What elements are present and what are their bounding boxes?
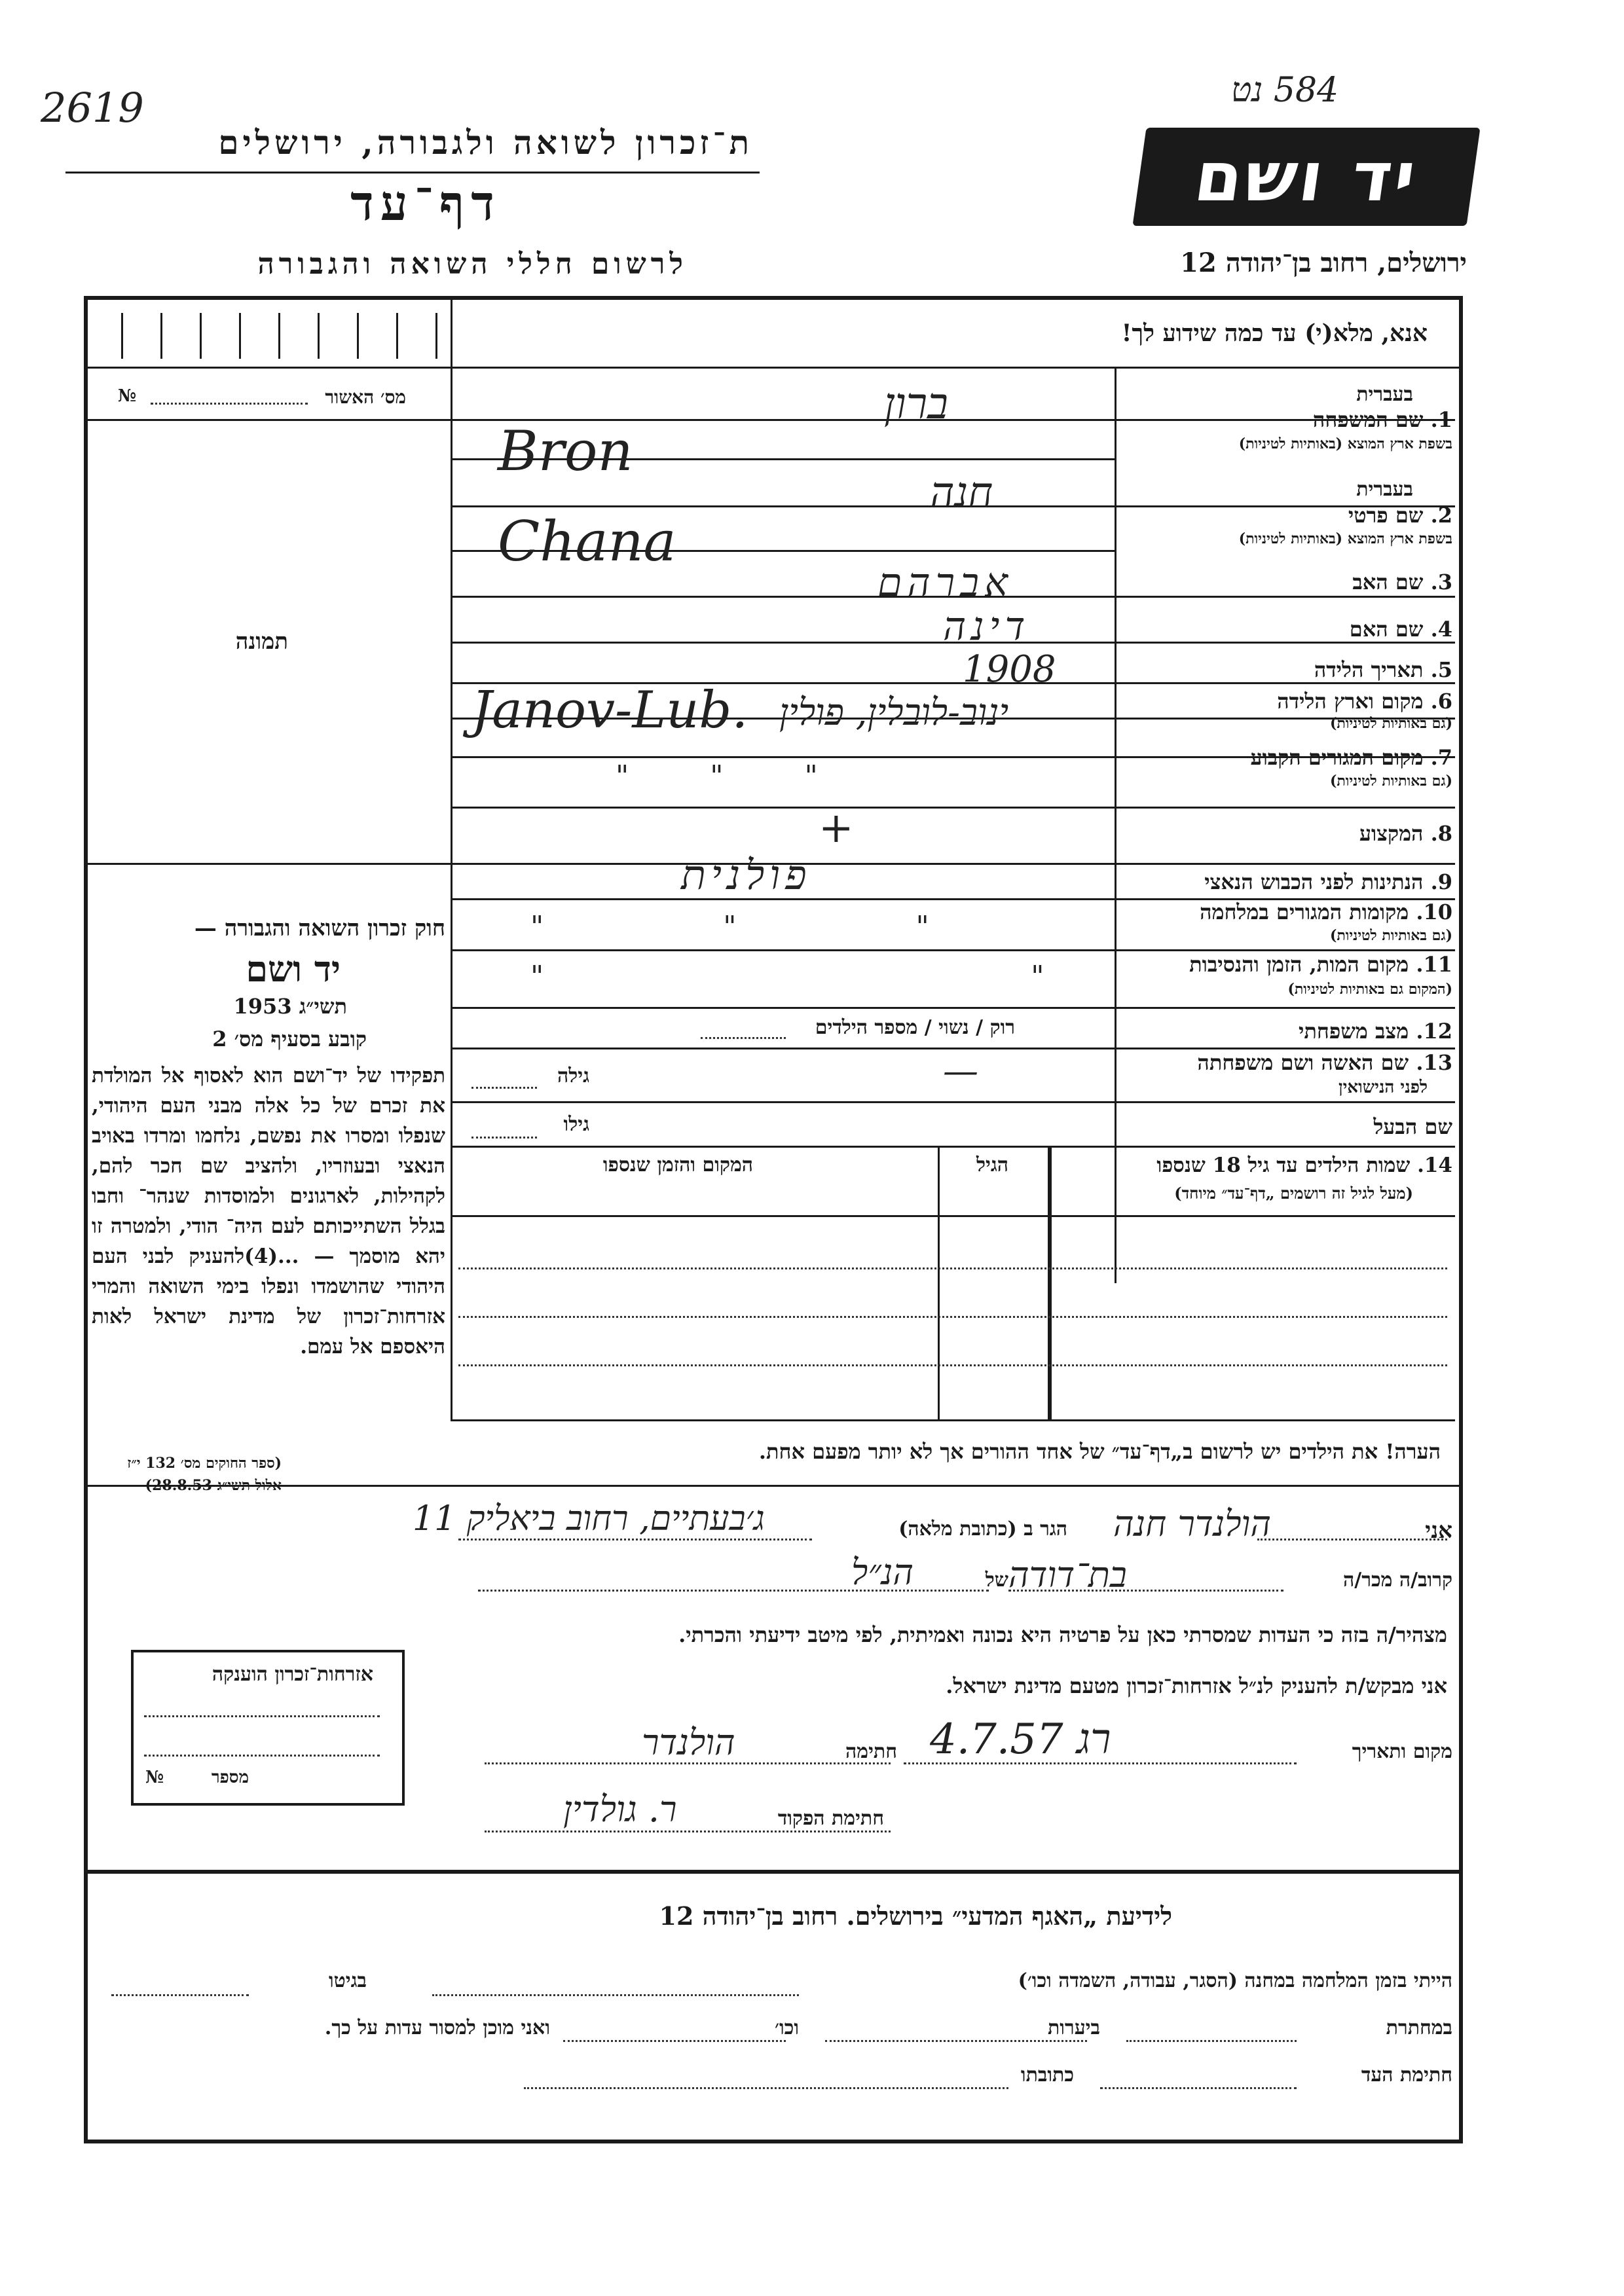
field-2-hebrew-tag: בעברית [1356,478,1413,501]
children-note: (מעל לגיל זה רושמים „דף־עד״ מיוחד) [1174,1184,1413,1203]
field-1-label: 1. שם המשפחה [1312,407,1452,432]
decl-statement-1: מצהיר/ה בזה כי העדות שמסרתי כאן על פרטיה היא נכונה ואמיתית, לפי מיטב ידיעתי והכרתי. [678,1622,1447,1647]
field-2-value: חנה [930,469,993,517]
field-7-label: 7. מקום המגורים הקבוע [1250,745,1452,770]
bottom-line1-b: בגיטו [328,1969,367,1992]
field-10-label: 10. מקומות המגורים במלחמה [1200,900,1452,924]
law-line1: חוק זכרון השואה והגבורה — [194,915,445,941]
law-body: תפקידו של יד־ושם הוא לאסוף אל המולדת את זכרם של כל אלה מבני העם היהודי, שנפלו ומסרו את נפשם, נלחמו ומרדו באויב הנאצי ובעוזריו, ולהציב שם חכר להם, לקהילות, לארגונים ולמוסדות שנהר־ וחבו בגלל השתייכותם לעם היה־ הודי, ולמטרה זו יהא מוסמך — ...(4)להעניק לבני העם היהודי שהושמדו ונפלו בימי השואה והמרי אזרחות־זכרון של מדינת ישראל לאות היאספם אל עמם. [92,1064,445,1358]
field-2-latin-note: בשפת ארץ המוצא (באותיות לטיניות) [1238,530,1452,547]
field-3-label: 3. שם האב [1352,570,1452,594]
institution-name: ת־זכרון לשואה ולגבורה, ירושלים [218,123,753,162]
decl-address-label: הגר ב (כתובת מלאה) [898,1518,1067,1540]
field-13-note: לפני הנישואין [1338,1078,1428,1097]
law-line4: קובע בסעיף מס׳ 2 [212,1027,367,1051]
decl-official-label: חתימת הפקוד [777,1807,884,1830]
law-citation: (ספר החוקים מס׳ 132 י״ז אלול תשי״ג 28.8.53) [127,1455,282,1494]
field-10-note: (גם באותיות לטיניות) [1329,927,1452,944]
field-5-label: 5. תאריך הלידה [1314,657,1452,682]
field-6-latin-value: Janov-Lub. [471,681,748,740]
decl-ani: אני [1425,1518,1452,1544]
decl-address-value: ג׳בעתיים, רחוב ביאליק 11 [413,1499,765,1539]
decl-of-label: של [985,1569,1008,1592]
field-husband-extra: גילו [563,1113,589,1136]
bottom-line1-a: הייתי בזמן המלחמה במחנה (הסגר, עבודה, השמדה וכו׳) [1018,1969,1452,1992]
field-7-note: (גם באותיות לטיניות) [1329,773,1452,790]
field-12-value: רוק / נשוי / מספר הילדים [815,1016,1015,1039]
field-1-hebrew-tag: בעברית [1356,383,1413,406]
form-intro: אנא, מלא(י) עד כמה שידוע לך! [1121,319,1428,347]
field-13-extra: גילה [557,1065,589,1087]
bottom-line2-c: וכו׳ [775,2016,799,2039]
field-7-value: " " " [616,759,818,793]
field-4-value: דינה [943,604,1031,649]
form-purpose: לרשום חללי השואה והגבורה [257,247,688,281]
decl-signature-label: חתימה [845,1740,897,1763]
field-8-label: 8. המקצוע [1359,821,1452,846]
citizenship-box-no: № [145,1768,164,1787]
field-5-value: 1908 [963,648,1056,691]
bottom-line2-b: ביערות [1047,2016,1100,2039]
approval-number-no: № [118,386,137,406]
field-4-label: 4. שם האם [1349,617,1452,642]
logo-lettering: יד ושם [1189,137,1424,217]
photo-label: תמונה [235,629,288,655]
field-6-label: 6. מקום וארץ הלידה [1277,689,1452,714]
form-title: דף־עד [350,175,501,232]
decl-relation-label: קרוב/ה מכר/ה [1343,1569,1452,1592]
form-address: ירושלים, רחוב בן־יהודה 12 [1180,247,1467,278]
field-9-label: 9. הנתינות לפני הכבוש הנאצי [1204,869,1452,894]
children-label: 14. שמות הילדים עד גיל 18 שנספו [1156,1154,1452,1177]
field-11-value: " " [530,960,1044,993]
law-line2: יד ושם [246,948,341,990]
citizenship-box-number: מספר [211,1768,249,1787]
decl-ani-value: הולנדר חנה [1113,1503,1271,1544]
decl-place-date-value: רג 4.7.57 [930,1715,1111,1764]
field-8-value: + [819,804,854,852]
decl-relation-value: בת־דודה [1008,1554,1127,1595]
decl-official-value: ר. גולדין [563,1789,677,1830]
children-col-place: המקום והזמן שנספו [602,1154,753,1176]
field-13-label: 13. שם האשה ושם משפחתה [1197,1050,1452,1075]
field-1-latin-value: Bron [498,419,633,483]
remark: הערה! את הילדים יש לרשום ב„דף־עד״ של אחד ההורים אך לא יותר מפעם אחת. [758,1439,1441,1464]
field-1-latin-note: בשפת ארץ המוצא (באותיות לטיניות) [1238,435,1452,452]
citizenship-box-title: אזרחות־זכרון הוענקה [212,1663,373,1686]
field-6-note: (גם באותיות לטיניות) [1329,715,1452,732]
decl-place-date-label: מקום ותאריך [1352,1740,1452,1763]
yad-vashem-logo [1132,128,1480,226]
decl-signature-value: הולנדר [642,1722,735,1763]
field-13-value: — [943,1050,978,1091]
bottom-line2-d: ואני מוכן למסור עדות על כך. [324,2016,550,2039]
field-6-value: ינוב-לובלין, פולין [779,691,1009,734]
bottom-title: לידיעת „האגף המדעי״ בירושלים. רחוב בן־יהודה 12 [659,1901,1172,1931]
bottom-line2-a: במחתרת [1386,2016,1452,2039]
bottom-line3-b: כתובתו [1020,2064,1074,2086]
field-3-value: אברהם [877,560,1013,606]
children-col-age: הגיל [976,1154,1008,1176]
field-11-label: 11. מקום המות, הזמן והנסיבות [1189,952,1452,977]
field-2-latin-value: Chana [498,509,676,574]
corner-number: 2619 [41,84,144,132]
decl-statement-2: אני מבקש/ת להעניק לנ״ל אזרחות־זכרון מטעם מדינת ישראל. [946,1673,1447,1698]
field-9-value: פולנית [681,851,812,899]
field-1-value: ברון [884,378,948,429]
top-right-number: 584 נט [1231,71,1339,110]
tally-boxes [108,313,449,359]
approval-label: מס׳ האשור [325,386,406,408]
field-husband-label: שם הבעל [1373,1114,1452,1139]
decl-of-value: הנ״ל [851,1552,913,1593]
field-2-label: 2. שם פרטי [1348,503,1452,528]
law-line3: תשי״ג 1953 [233,994,347,1019]
bottom-line3-a: חתימת העד [1361,2064,1452,2086]
field-12-label: 12. מצב משפחתי [1299,1019,1452,1044]
field-11-note: (המקום גם באותיות לטיניות) [1287,981,1452,998]
field-10-value: " " " [530,910,929,943]
